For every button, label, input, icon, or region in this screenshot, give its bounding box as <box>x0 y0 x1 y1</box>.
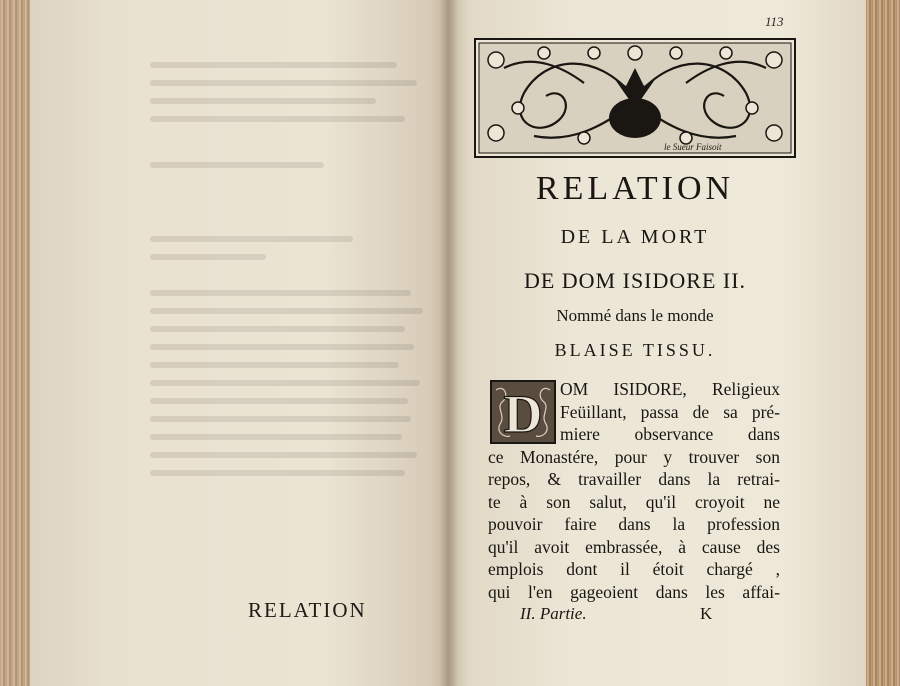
text-line: te à son salut, qu'il croyoit ne <box>488 491 780 512</box>
text-line: ce Monastére, pour y trouver son <box>488 446 780 467</box>
drop-cap-initial <box>490 380 556 444</box>
ornament-signature: le Sueur Faisoit <box>664 142 722 152</box>
subtitle-de-la-mort: DE LA MORT <box>560 226 710 248</box>
subtitle-name: DE DOM ISIDORE II. <box>523 268 747 293</box>
book-gutter <box>440 0 458 686</box>
left-page-edges <box>0 0 32 686</box>
text-line: Feüillant, passa de sa pré- <box>560 401 780 422</box>
subtitle-secular-name: BLAISE TISSU. <box>554 340 716 360</box>
right-page-edges <box>866 0 900 686</box>
text-line: qui l'en gageoient dans les affai- <box>488 581 780 602</box>
chapter-title: RELATION <box>535 170 735 207</box>
text-line: repos, & travailler dans la retrai- <box>488 469 780 489</box>
footer-part-label: II. Partie. <box>520 604 587 623</box>
drop-cap-letter: D <box>503 384 543 444</box>
text-line: qu'il avoit embrassée, à cause des <box>488 536 780 557</box>
signature-mark: K <box>700 604 713 623</box>
text-line: miere observance dans <box>560 424 780 444</box>
left-catchword: RELATION <box>248 598 367 622</box>
text-line: OM ISIDORE, Religieux <box>560 379 780 399</box>
bleed-through-text <box>150 50 440 610</box>
page-number: 113 <box>765 14 784 29</box>
text-line: pouvoir faire dans la profession <box>488 514 780 534</box>
subtitle-nomme: Nommé dans le monde <box>556 306 714 325</box>
text-line: emplois dont il étoit chargé , <box>488 559 780 579</box>
left-page <box>30 0 450 686</box>
floral-headpiece-ornament <box>474 38 796 158</box>
